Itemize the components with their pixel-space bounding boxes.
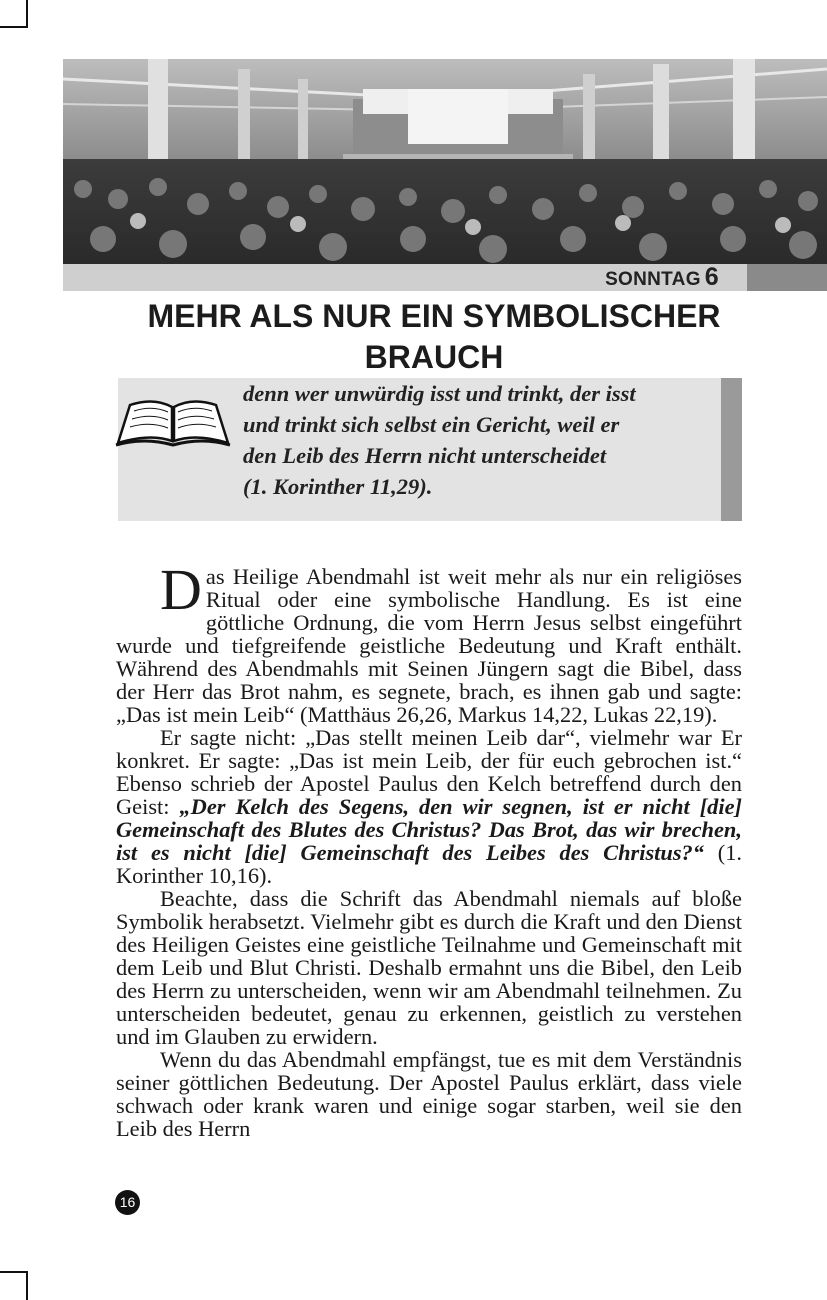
day-number: 6 — [704, 263, 719, 291]
day-name: SONNTAG — [605, 269, 701, 290]
scripture-line: den Leib des Herrn nicht unterscheidet — [243, 443, 607, 468]
scripture-reference: (1. Korinther 11,29). — [243, 474, 433, 499]
drop-cap: D — [160, 557, 202, 622]
header-photo — [63, 59, 827, 264]
bible-quote-reference: (1. Korinther 10,16). — [116, 840, 742, 888]
open-book-icon — [114, 391, 232, 454]
crop-mark-bottom-left-h — [0, 1271, 26, 1273]
paragraph-1-text: as Heilige Abendmahl ist weit mehr als nur ein religiöses Ritual oder eine symbolische Handlung. Es ist eine göttliche Ordnung, die vom Herrn Jesus selbst eingeführt wurde und tiefgreifende geistliche Bedeutung und Kraft enthält. Während des Abendmahls mit Seinen Jüngern sagt die Bibel, dass der Herr das Brot nahm, es segnete, brach, es ihnen gab und sagte: „Das ist mein Leib“ (Matthäus 26,26, Markus 14,22, Lukas 22,19). — [116, 564, 742, 727]
paragraph-4: Wenn du das Abendmahl empfängst, tue es mit dem Verständnis seiner göttlichen Bedeutung. Der Apostel Paulus erklärt, dass viele schwach oder krank waren und einige sogar starben, weil sie den Leib des Herrn — [116, 1047, 742, 1141]
paragraph-2-text: Er sagte nicht: „Das stellt meinen Leib dar“, vielmehr war Er konkret. Er sagte: „Das ist mein Leib, der für euch gebrochen ist.“ Ebenso schrieb der Apostel Paulus den Kelch betreffend durch den Geist: — [116, 725, 742, 819]
day-label — [605, 264, 719, 291]
page-title: MEHR ALS NUR EIN SYMBOLISCHER BRAUCH — [147, 298, 721, 375]
scripture-text — [243, 378, 713, 502]
crop-mark-top-left-h — [0, 26, 26, 28]
paragraph-2 — [116, 726, 742, 887]
page-number: 16 — [115, 1190, 140, 1215]
crop-mark-top-left-v — [26, 0, 28, 28]
article-body — [116, 557, 742, 1141]
scripture-line: denn wer unwürdig isst und trinkt, der isst — [243, 381, 636, 406]
scripture-box-bar — [721, 378, 742, 521]
scripture-line: und trinkt sich selbst ein Gericht, weil er — [243, 412, 620, 437]
day-strip-accent — [747, 264, 827, 291]
paragraph-3: Beachte, dass die Schrift das Abendmahl niemals auf bloße Symbolik herabsetzt. Vielmehr gibt es durch die Kraft und den Dienst des Heiligen Geistes eine geistliche Teilnahme und Gemeinschaft mit dem Leib und Blut Christi. Deshalb ermahnt uns die Bibel, den Leib des Herrn zu unterscheiden, wenn wir am Abendmahl teilnehmen. Zu unterscheiden bedeutet, genau zu erkennen, geistlich zu verstehen und im Glauben zu erwidern. — [116, 886, 742, 1049]
bible-quote: „Der Kelch des Segens, den wir segnen, ist er nicht [die] Gemeinschaft des Blutes des Christus? Das Brot, das wir brechen, ist es nicht [die] Gemeinschaft des Leibes des Christus?“ — [116, 794, 742, 865]
crop-mark-bottom-left-v — [26, 1271, 28, 1300]
paragraph-1 — [116, 557, 742, 727]
